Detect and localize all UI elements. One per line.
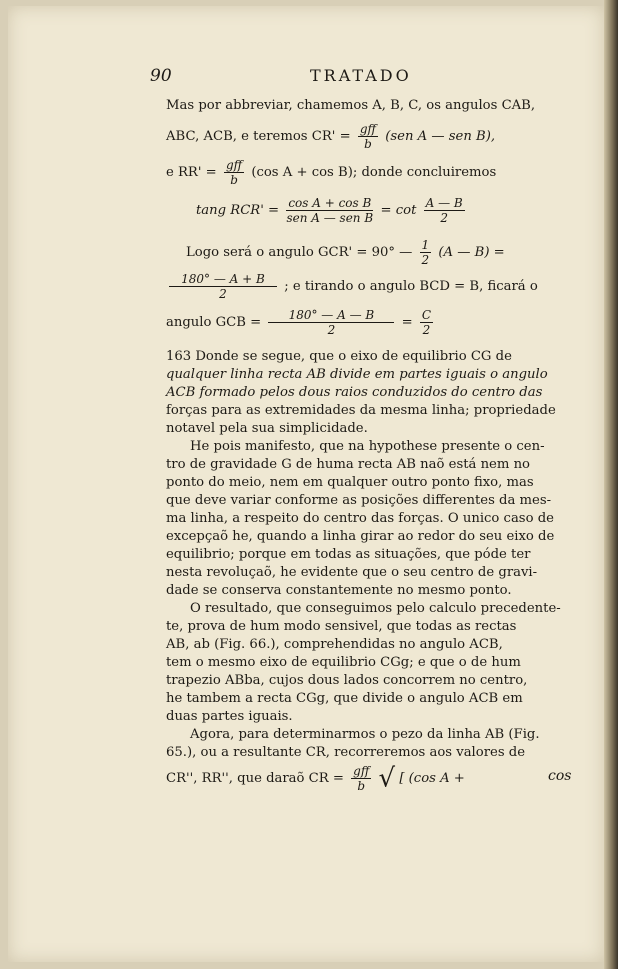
text-line: He pois manifesto, que na hypothese presente o cen- [190,439,545,454]
formula-text: Logo será o angulo GCR' = 90° — [186,245,413,260]
formula-text: (sen A — sen B), [385,129,496,144]
formula-line [186,238,586,268]
text-line: qualquer linha recta AB divide em partes iguais o angulo [166,367,548,382]
formula-text: ; e tirando o angulo BCD = B, ficará o [284,279,538,294]
formula-text: CR'', RR'', que daraõ CR = [166,771,344,786]
numerator: C [421,308,432,322]
formula-text: [ (cos A + [399,771,465,786]
fraction [420,308,433,337]
text-line: equilibrio; porque em todas as situações, que póde ter [166,547,531,562]
text-line: Mas por abbreviar, chamemos A, B, C, os angulos CAB, [166,98,536,113]
numerator: 180° — A + B [169,272,277,287]
text-line: ACB formado pelos dous raios conduzidos do centro das [166,385,543,400]
numerator: gff [353,764,370,778]
formula-text: = [401,315,413,330]
text-line: 163 Donde se segue, que o eixo de equilibrio CG de [166,349,512,364]
formula-line [166,122,566,152]
text-line: te, prova de hum modo sensivel, que todas as rectas [166,619,517,634]
denominator: 2 [327,323,336,337]
denominator: 2 [440,211,448,225]
numerator: 180° — A — B [268,308,394,323]
square-root-icon: √ [378,763,396,794]
text-line: O resultado, que conseguimos pelo calculo precedente- [190,601,561,616]
page-number: 90 [150,66,172,86]
denominator: 2 [421,253,430,267]
numerator: 1 [421,238,430,252]
formula-text: ABC, ACB, e teremos CR' = [166,129,351,144]
fraction [268,308,394,337]
formula-line [166,764,566,798]
text-line: ma linha, a respeito do centro das forças. O unico caso de [166,511,554,526]
numerator: cos A + cos B [288,196,372,210]
fraction [358,122,378,151]
formula-line [166,272,566,302]
text-line: forças para as extremidades da mesma linha; propriedade [166,403,556,418]
fraction [286,196,373,225]
formula-text: e RR' = [166,165,217,180]
formula-line [166,158,566,188]
formula-text: angulo GCB = [166,315,262,330]
text-line: tem o mesmo eixo de equilibrio CGg; e que o de hum [166,655,521,670]
numerator: gff [225,158,243,172]
denominator: 2 [422,323,431,337]
numerator: A — B [425,196,463,210]
numerator: gff [359,122,377,136]
text-line: que deve variar conforme as posições differentes da mes- [166,493,552,508]
denominator: b [357,779,366,793]
text-line: ponto do meio, nem em qualquer outro ponto fixo, mas [166,475,534,490]
page-header [150,66,450,90]
denominator: b [364,137,372,151]
fraction [424,196,465,225]
formula-text: (cos A + cos B); donde concluiremos [251,165,497,180]
text-line: tro de gravidade G de huma recta AB naõ está nem no [166,457,530,472]
fraction [169,272,277,301]
formula-line [196,196,596,226]
text-line: trapezio ABba, cujos dous lados concorrem no centro, [166,673,528,688]
running-head: TRATADO [310,66,412,85]
text-line: dade se conserva constantemente no mesmo ponto. [166,583,512,598]
text-line: duas partes iguais. [166,709,293,724]
formula-line [166,308,566,338]
text-line: he tambem a recta CGg, que divide o angulo ACB em [166,691,523,706]
text-line: excepçaõ he, quando a linha girar ao redor do seu eixo de [166,529,555,544]
fraction [420,238,432,267]
catchword: cos [548,768,572,784]
text-line: nesta revoluçaõ, he evidente que o seu centro de gravi- [166,565,538,580]
page-edge [604,0,618,969]
denominator: b [230,173,238,187]
text-line: 65.), ou a resultante CR, recorreremos aos valores de [166,745,526,760]
formula-text: (A — B) = [438,245,505,260]
formula-text: tang RCR' = [196,203,280,218]
fraction [224,158,244,187]
denominator: sen A — sen B [286,211,374,225]
formula-text: = cot [380,203,417,218]
text-line: Agora, para determinarmos o pezo da linha AB (Fig. [190,727,540,742]
text-line: AB, ab (Fig. 66.), comprehendidas no angulo ACB, [166,637,503,652]
fraction [351,764,371,793]
text-line: notavel pela sua simplicidade. [166,421,368,436]
denominator: 2 [219,287,227,301]
